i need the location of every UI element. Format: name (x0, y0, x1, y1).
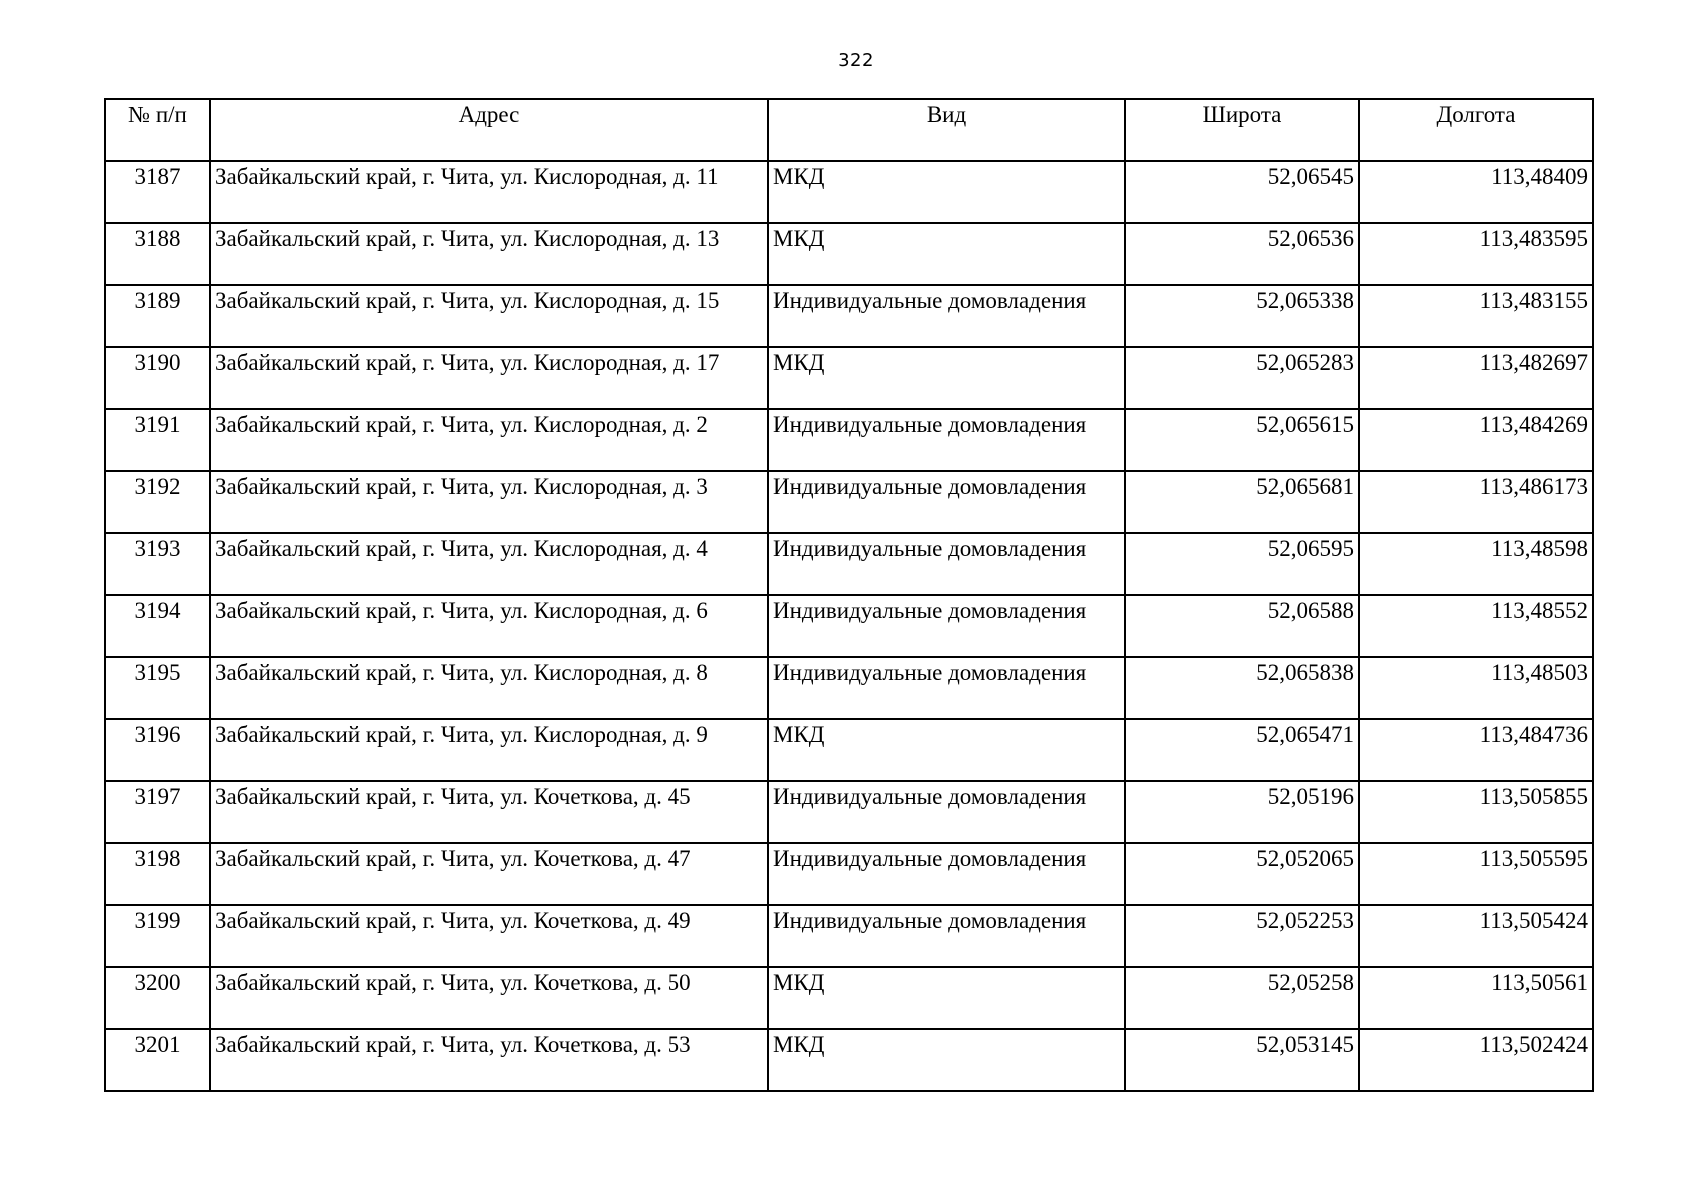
cell-latitude: 52,052253 (1125, 905, 1359, 967)
table-row (105, 1029, 1593, 1091)
cell-longitude: 113,484736 (1359, 719, 1593, 781)
table-body (105, 161, 1593, 1091)
cell-latitude: 52,05196 (1125, 781, 1359, 843)
cell-number: 3188 (105, 223, 210, 285)
header-row (105, 99, 1593, 161)
cell-longitude: 113,484269 (1359, 409, 1593, 471)
cell-longitude: 113,483155 (1359, 285, 1593, 347)
cell-number: 3198 (105, 843, 210, 905)
cell-longitude: 113,502424 (1359, 1029, 1593, 1091)
cell-number: 3199 (105, 905, 210, 967)
cell-type: Индивидуальные домовладения (768, 471, 1125, 533)
cell-type: Индивидуальные домовладения (768, 409, 1125, 471)
cell-type: Индивидуальные домовладения (768, 843, 1125, 905)
cell-number: 3191 (105, 409, 210, 471)
cell-type: Индивидуальные домовладения (768, 285, 1125, 347)
cell-address: Забайкальский край, г. Чита, ул. Кислородная, д. 3 (210, 471, 768, 533)
cell-longitude: 113,48503 (1359, 657, 1593, 719)
cell-latitude: 52,065338 (1125, 285, 1359, 347)
table-row (105, 347, 1593, 409)
table-row (105, 657, 1593, 719)
cell-type: МКД (768, 1029, 1125, 1091)
cell-address: Забайкальский край, г. Чита, ул. Кислородная, д. 8 (210, 657, 768, 719)
page-number: 322 (838, 50, 874, 71)
cell-address: Забайкальский край, г. Чита, ул. Кочеткова, д. 53 (210, 1029, 768, 1091)
cell-latitude: 52,065615 (1125, 409, 1359, 471)
cell-type: МКД (768, 719, 1125, 781)
cell-type: МКД (768, 223, 1125, 285)
header-longitude: Долгота (1359, 99, 1593, 161)
cell-latitude: 52,053145 (1125, 1029, 1359, 1091)
cell-type: МКД (768, 347, 1125, 409)
cell-address: Забайкальский край, г. Чита, ул. Кислородная, д. 15 (210, 285, 768, 347)
cell-latitude: 52,05258 (1125, 967, 1359, 1029)
cell-type: Индивидуальные домовладения (768, 905, 1125, 967)
cell-address: Забайкальский край, г. Чита, ул. Кочеткова, д. 50 (210, 967, 768, 1029)
cell-address: Забайкальский край, г. Чита, ул. Кочеткова, д. 49 (210, 905, 768, 967)
cell-latitude: 52,065681 (1125, 471, 1359, 533)
cell-longitude: 113,486173 (1359, 471, 1593, 533)
cell-type: Индивидуальные домовладения (768, 533, 1125, 595)
cell-type: Индивидуальные домовладения (768, 781, 1125, 843)
cell-number: 3195 (105, 657, 210, 719)
table-row (105, 905, 1593, 967)
table-header (105, 99, 1593, 161)
cell-number: 3197 (105, 781, 210, 843)
cell-type: МКД (768, 967, 1125, 1029)
cell-address: Забайкальский край, г. Чита, ул. Кислородная, д. 13 (210, 223, 768, 285)
table-row (105, 595, 1593, 657)
cell-latitude: 52,052065 (1125, 843, 1359, 905)
table-row (105, 161, 1593, 223)
cell-type: МКД (768, 161, 1125, 223)
cell-longitude: 113,505855 (1359, 781, 1593, 843)
cell-latitude: 52,065471 (1125, 719, 1359, 781)
cell-longitude: 113,505424 (1359, 905, 1593, 967)
cell-number: 3196 (105, 719, 210, 781)
header-address: Адрес (210, 99, 768, 161)
cell-address: Забайкальский край, г. Чита, ул. Кочеткова, д. 45 (210, 781, 768, 843)
cell-address: Забайкальский край, г. Чита, ул. Кислородная, д. 6 (210, 595, 768, 657)
cell-longitude: 113,48598 (1359, 533, 1593, 595)
cell-number: 3200 (105, 967, 210, 1029)
cell-latitude: 52,065283 (1125, 347, 1359, 409)
cell-type: Индивидуальные домовладения (768, 595, 1125, 657)
cell-address: Забайкальский край, г. Чита, ул. Кочеткова, д. 47 (210, 843, 768, 905)
cell-longitude: 113,48552 (1359, 595, 1593, 657)
cell-latitude: 52,06588 (1125, 595, 1359, 657)
cell-number: 3192 (105, 471, 210, 533)
cell-latitude: 52,06595 (1125, 533, 1359, 595)
header-latitude: Широта (1125, 99, 1359, 161)
cell-address: Забайкальский край, г. Чита, ул. Кислородная, д. 2 (210, 409, 768, 471)
cell-number: 3187 (105, 161, 210, 223)
cell-number: 3201 (105, 1029, 210, 1091)
address-table (104, 98, 1594, 1092)
table-row (105, 843, 1593, 905)
cell-number: 3193 (105, 533, 210, 595)
table-row (105, 781, 1593, 843)
cell-longitude: 113,48409 (1359, 161, 1593, 223)
table-row (105, 533, 1593, 595)
cell-latitude: 52,06545 (1125, 161, 1359, 223)
cell-type: Индивидуальные домовладения (768, 657, 1125, 719)
cell-address: Забайкальский край, г. Чита, ул. Кислородная, д. 9 (210, 719, 768, 781)
header-number: № п/п (105, 99, 210, 161)
cell-latitude: 52,065838 (1125, 657, 1359, 719)
cell-latitude: 52,06536 (1125, 223, 1359, 285)
table-row (105, 223, 1593, 285)
table-row (105, 471, 1593, 533)
cell-number: 3194 (105, 595, 210, 657)
cell-address: Забайкальский край, г. Чита, ул. Кислородная, д. 17 (210, 347, 768, 409)
cell-number: 3190 (105, 347, 210, 409)
cell-address: Забайкальский край, г. Чита, ул. Кислородная, д. 11 (210, 161, 768, 223)
table-row (105, 967, 1593, 1029)
table-row (105, 285, 1593, 347)
table-row (105, 719, 1593, 781)
cell-longitude: 113,50561 (1359, 967, 1593, 1029)
cell-address: Забайкальский край, г. Чита, ул. Кислородная, д. 4 (210, 533, 768, 595)
cell-longitude: 113,483595 (1359, 223, 1593, 285)
cell-longitude: 113,482697 (1359, 347, 1593, 409)
cell-longitude: 113,505595 (1359, 843, 1593, 905)
header-type: Вид (768, 99, 1125, 161)
cell-number: 3189 (105, 285, 210, 347)
table-row (105, 409, 1593, 471)
